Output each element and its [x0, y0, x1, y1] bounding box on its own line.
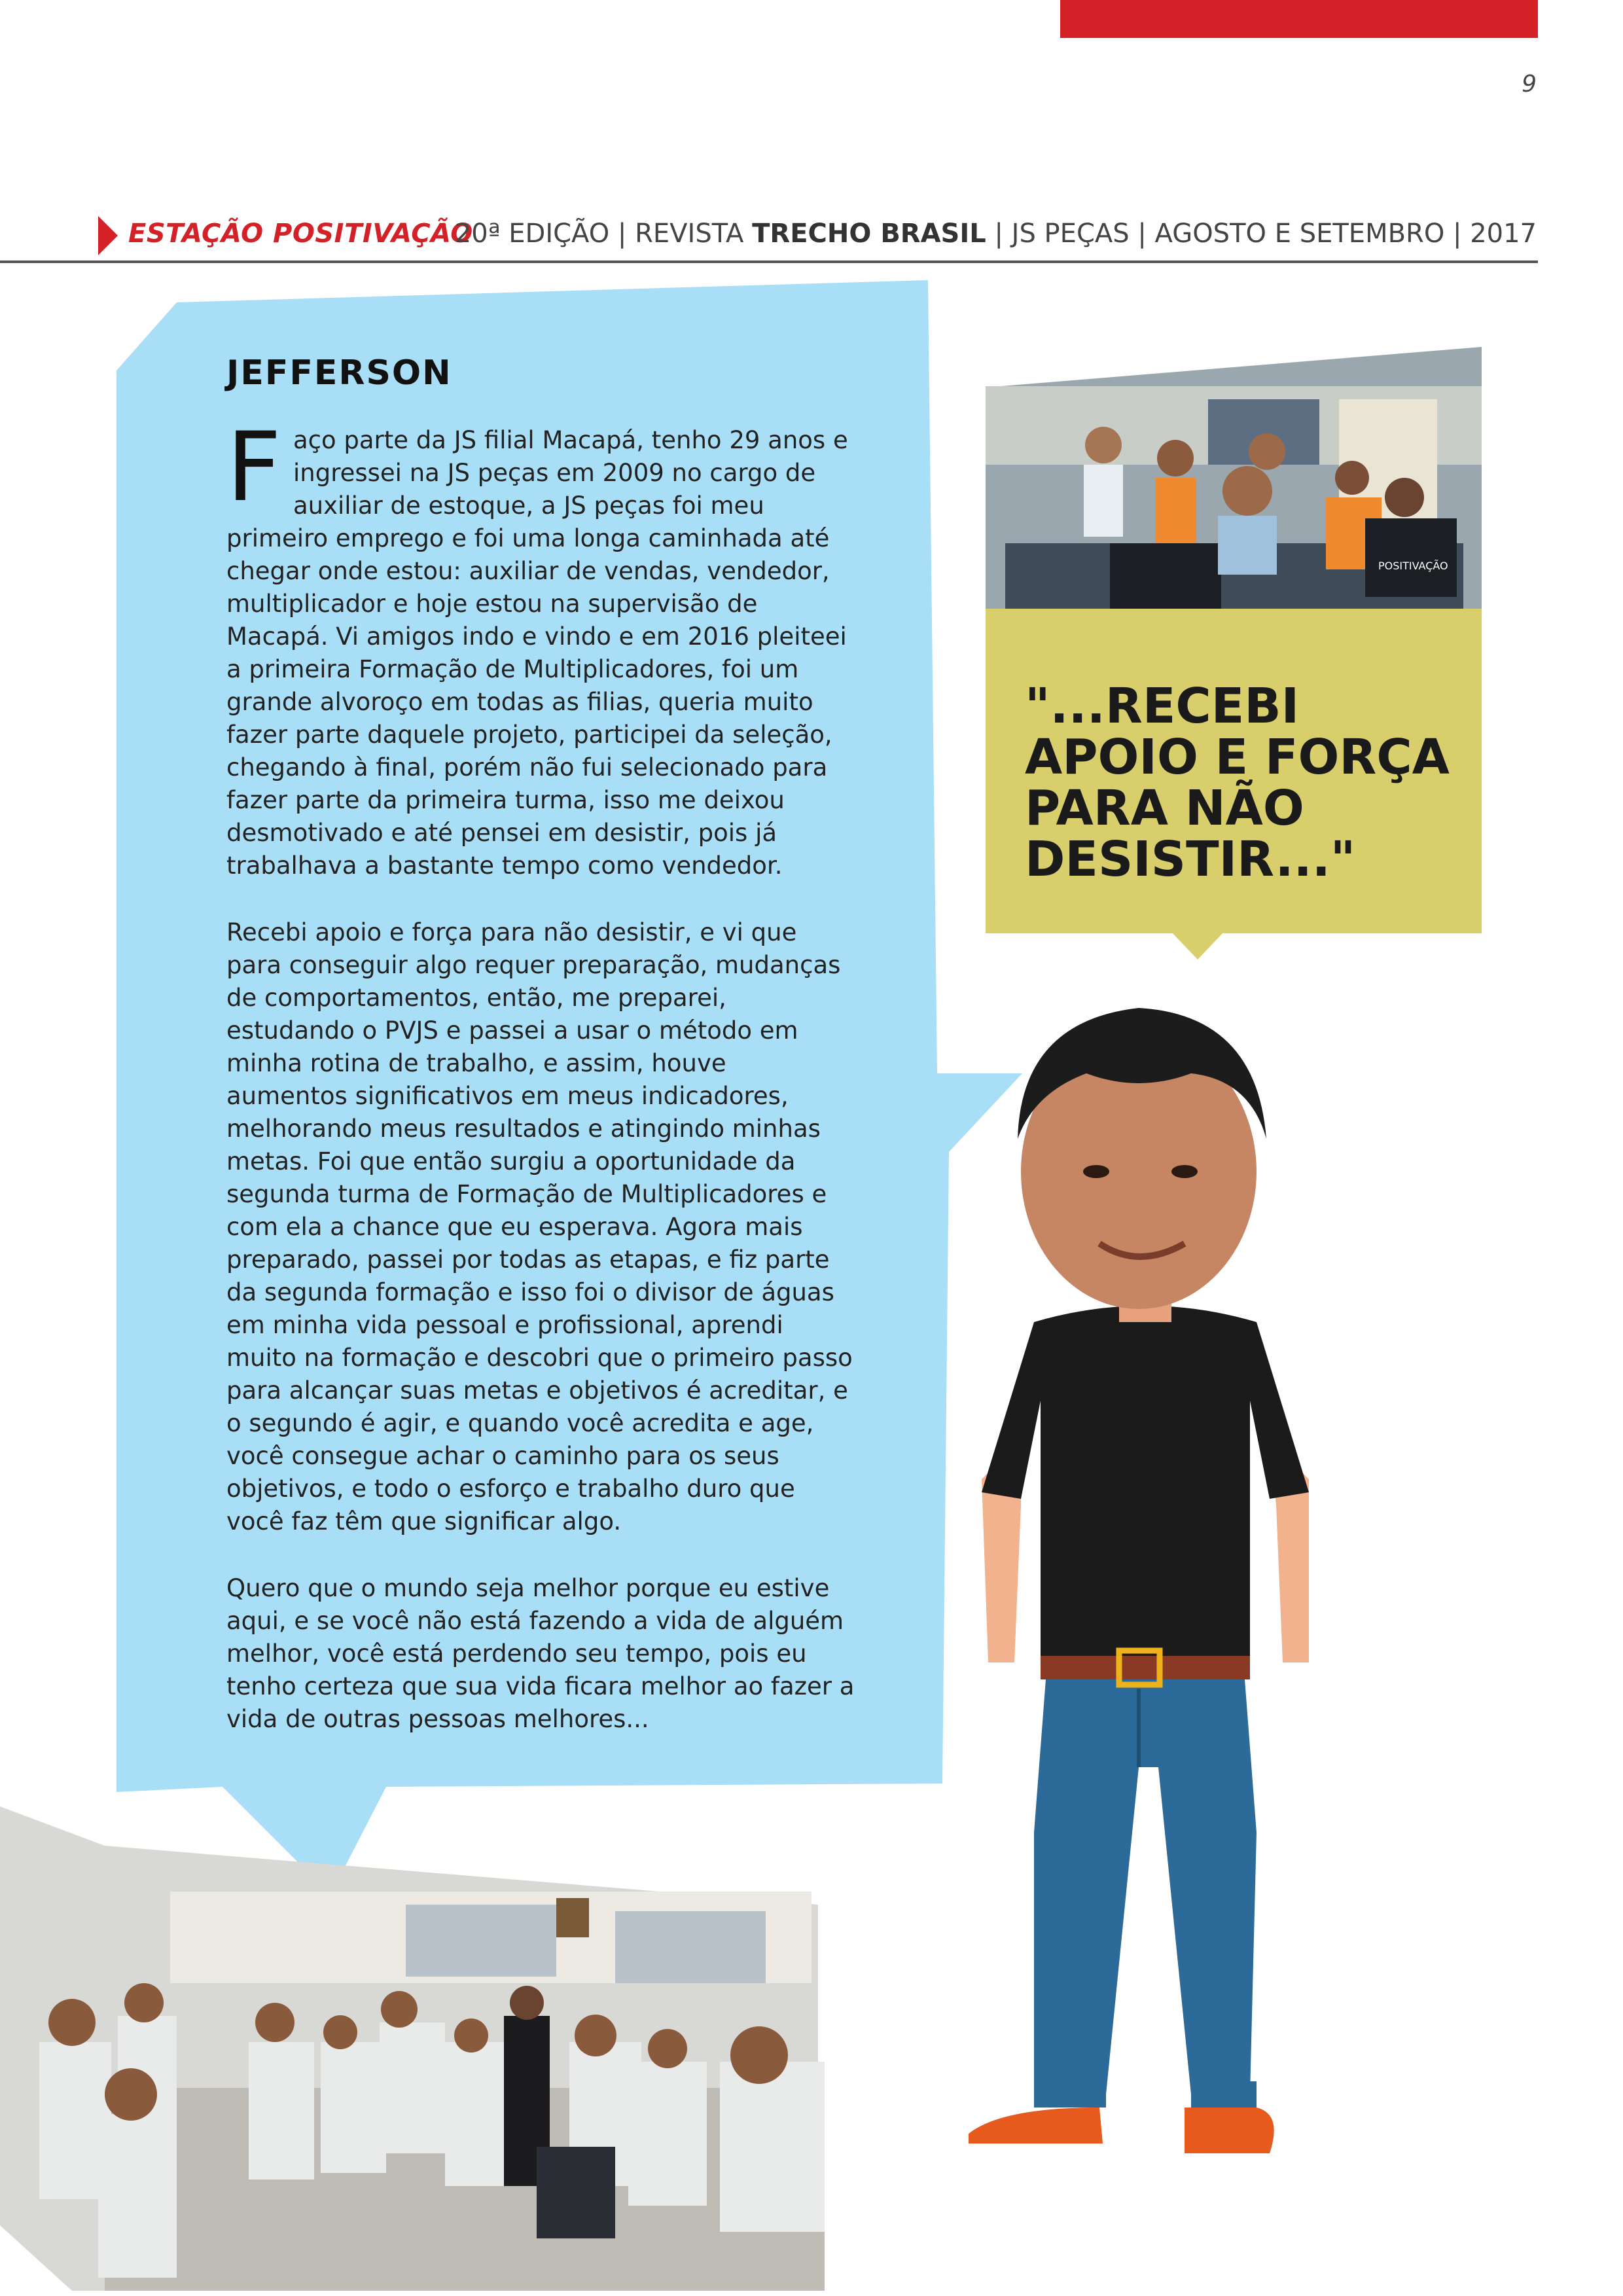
- article-title: JEFFERSON: [226, 353, 452, 393]
- article-paragraph-3: Quero que o mundo seja melhor porque eu estive aqui, e se você não está fazendo a vida de alguém melhor, você está perdendo seu tempo, pois eu tenho certeza que sua vida ficara melhor ao fazer a vida de outras pessoas melhores...: [226, 1574, 855, 1733]
- drop-cap: F: [226, 412, 281, 523]
- quote-callout-pointer: [1171, 932, 1224, 960]
- pull-quote: "...RECEBI APOIO E FORÇA PARA NÃO DESISTIR...": [1025, 678, 1450, 888]
- section-title: ESTAÇÃO POSITIVAÇÃO: [128, 219, 473, 249]
- team-meeting-photo: [0, 1806, 825, 2291]
- team-celebration-photo: [986, 347, 1482, 635]
- shirt-print-text: POSITIVAÇÃO: [1378, 560, 1448, 572]
- article-paragraph-2: Recebi apoio e força para não desistir, e vi que para conseguir algo requer preparação, mudanças de comportamentos, então, me preparei, estudando o PVJS e passei a usar o método em minha rotina de trabalho, e assim, houve aumentos significativos em meus indicadores, melhorando meus resultados e atingindo minhas metas. Foi que então surgiu a oportunidade da segunda turma de Formação de Multiplicadores e com ela a chance que eu esperava. Agora mais preparado, passei por todas as etapas, e fiz parte da segunda formação e isso foi o divisor de águas em minha vida pessoal e profissional, aprendi muito na formação e descobri que o primeiro passo para alcançar suas metas e objetivos é acreditar, e o segundo é agir, e quando você acredita e age, você consegue achar o caminho para os seus objetivos, e todo o esforço e trabalho duro que você faz têm que significar algo.: [226, 918, 853, 1535]
- page-number: 9: [1522, 71, 1537, 98]
- cartoon-figure-illustration: [942, 982, 1348, 2238]
- paragraph-1-text: aço parte da JS filial Macapá, tenho 29 anos e ingressei na JS peças em 2009 no cargo de auxiliar de estoque, a JS peças foi meu primeiro emprego e foi uma longa caminhada até chegar onde estou: auxiliar de vendas, vendedor, multiplicador e hoje estou na supervisão de Macapá. Vi amigos indo e vindo e em 2016 pleiteei a primeira Formação de Multiplicadores, foi um grande alvoroço em todas as filias, queria muito fazer parte daquele projeto, participei da seleção, chegando à final, porém não fui selecionado para fazer parte da primeira turma, isso me deixou desmotivado e até pensei em desistir, pois já trabalhava a bastante tempo como vendedor.: [226, 426, 848, 880]
- article-paragraph-1: [226, 412, 855, 882]
- issue-info-prefix: 20ª EDIÇÃO | REVISTA: [454, 219, 753, 249]
- magazine-name: TRECHO BRASIL: [752, 219, 986, 249]
- article: [226, 353, 855, 1770]
- issue-info-suffix: | JS PEÇAS | AGOSTO E SETEMBRO | 2017: [986, 219, 1537, 249]
